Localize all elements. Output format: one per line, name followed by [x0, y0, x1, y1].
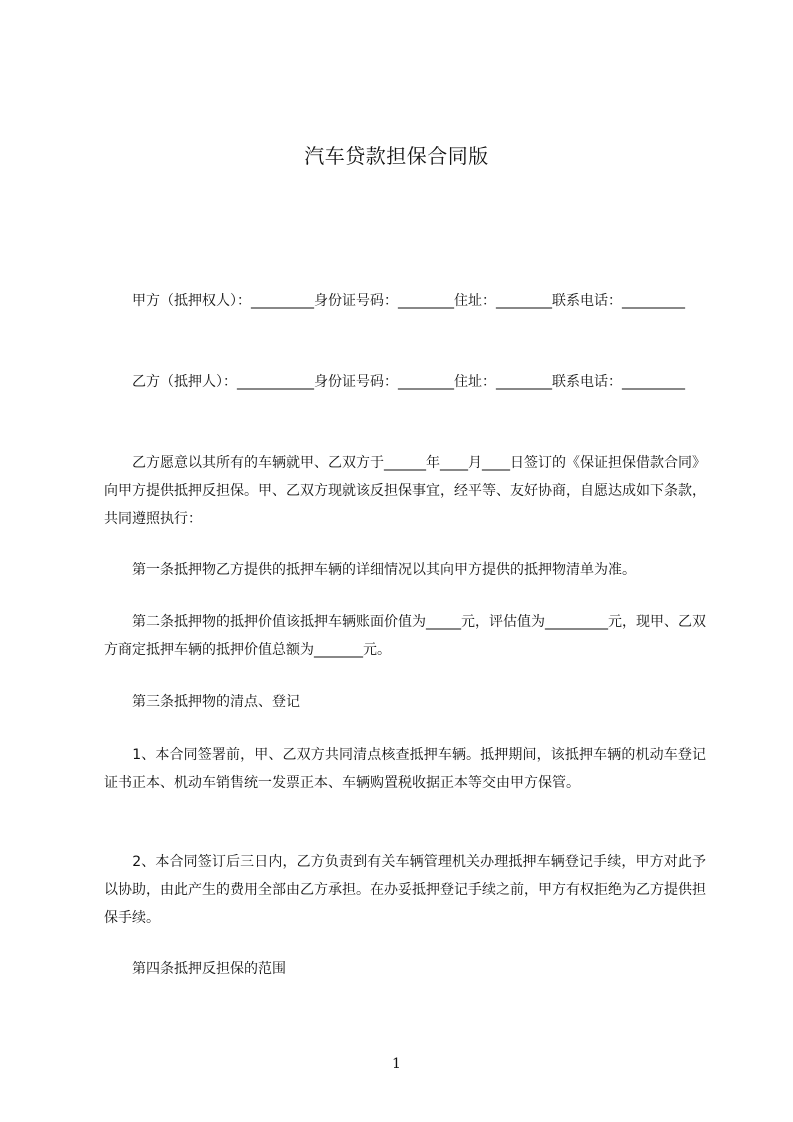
intro-paragraph: 乙方愿意以其所有的车辆就甲、乙双方于______年____月____日签订的《保证担保借款合同》向甲方提供抵押反担保。甲、乙双方现就该反担保事宜，经平等、友好协商，自愿达成如下条款，共同遵照执行： [104, 455, 706, 527]
party-a-paragraph: 甲方（抵押权人）：_________身份证号码：________住址：________联系电话：_________ [104, 293, 685, 309]
article-1-paragraph: 第一条抵押物乙方提供的抵押车辆的详细情况以其向甲方提供的抵押物清单为准。 [104, 562, 636, 578]
page-number: 1 [392, 1056, 401, 1072]
article-2-paragraph: 第二条抵押物的抵押价值该抵押车辆账面价值为_____元，评估值为_________元，现甲、乙双方商定抵押车辆的抵押价值总额为_______元。 [104, 614, 706, 658]
article-4-heading: 第四条抵押反担保的范围 [104, 961, 286, 977]
article-3-item-1: 1、本合同签署前，甲、乙双方共同清点核查抵押车辆。抵押期间，该抵押车辆的机动车登记证书正本、机动车销售统一发票正本、车辆购置税收据正本等交由甲方保管。 [104, 747, 706, 791]
article-3-item-2: 2、本合同签订后三日内，乙方负责到有关车辆管理机关办理抵押车辆登记手续，甲方对此予以协助，由此产生的费用全部由乙方承担。在办妥抵押登记手续之前，甲方有权拒绝为乙方提供担保手续。 [104, 854, 706, 926]
party-b-paragraph: 乙方（抵押人）：___________身份证号码：________住址：________联系电话：_________ [104, 374, 685, 390]
document-title: 汽车贷款担保合同版 [304, 144, 489, 168]
article-3-heading: 第三条抵押物的清点、登记 [104, 694, 300, 710]
